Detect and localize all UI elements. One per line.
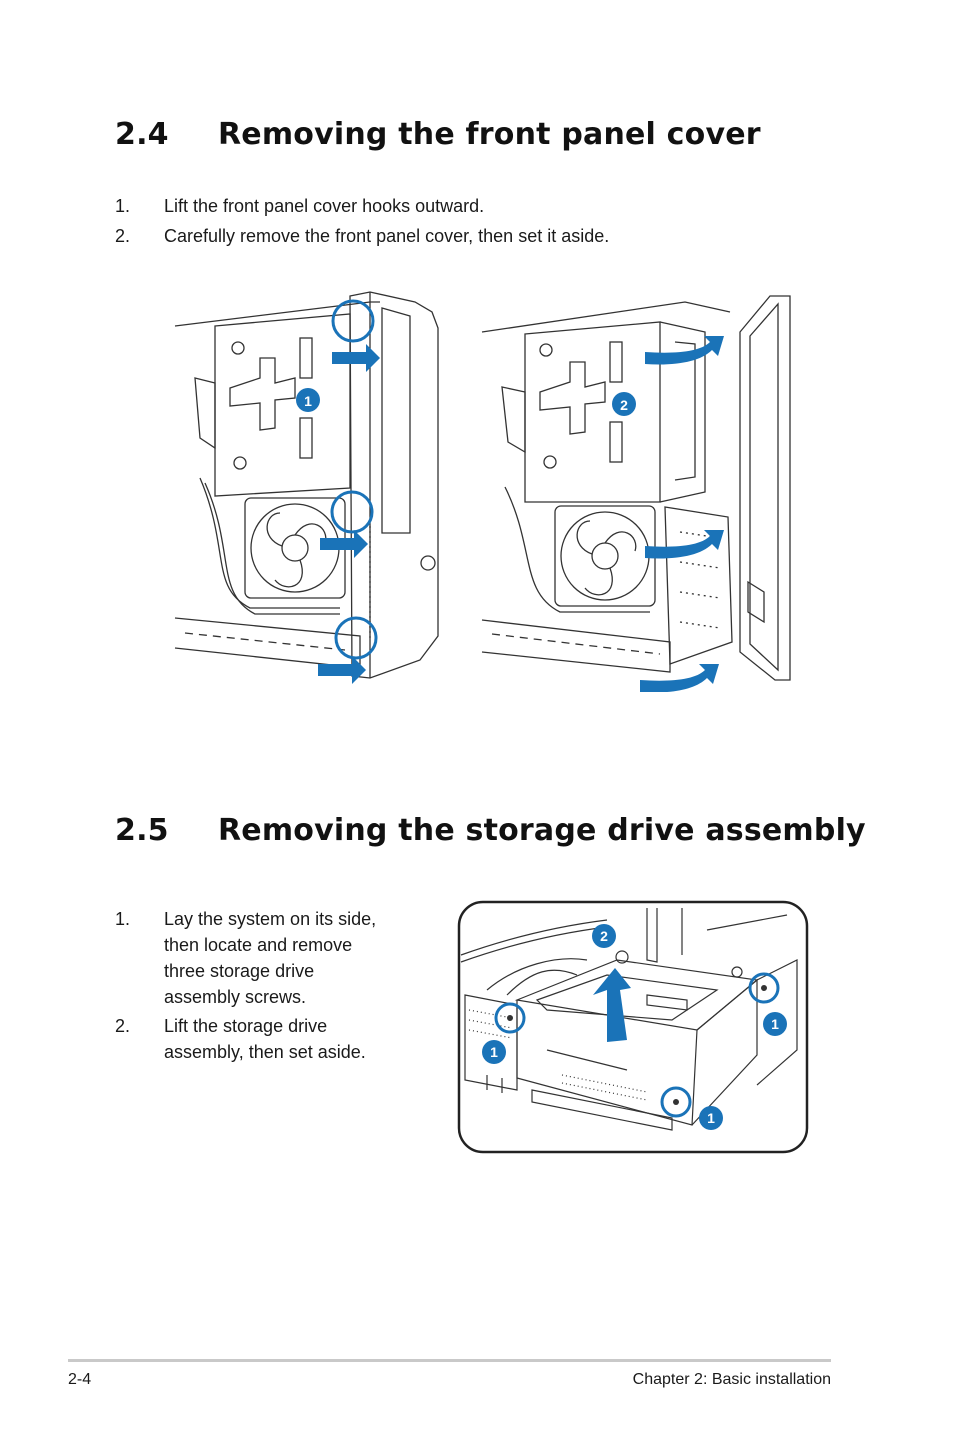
storage-drive-assembly-illustration: [457, 900, 809, 1156]
page-number: 2-4: [68, 1371, 92, 1388]
step-text: Lift the front panel cover hooks outward.: [164, 196, 485, 216]
step-number: 1.: [115, 909, 131, 929]
callout-1: 1: [707, 1110, 715, 1126]
callout-1: 1: [771, 1016, 779, 1032]
step-item: [115, 1013, 415, 1073]
step-text: Carefully remove the front panel cover, then set it aside.: [164, 226, 610, 246]
section-title: Removing the front panel cover: [218, 117, 761, 152]
callout-1: 1: [304, 393, 312, 409]
step-item: [115, 906, 415, 1016]
callout-2: 2: [620, 397, 628, 413]
step-number: 2.: [115, 1016, 131, 1036]
step-number: 1.: [115, 196, 131, 216]
section-title: Removing the storage drive assembly: [218, 813, 866, 848]
section-number: 2.5: [115, 813, 169, 848]
section-number: 2.4: [115, 117, 169, 152]
callout-2: 2: [600, 928, 608, 944]
section-2-4-heading: [115, 117, 815, 157]
callout-1: 1: [490, 1044, 498, 1060]
step-number: 2.: [115, 226, 131, 246]
front-panel-removal-illustration: [480, 292, 792, 692]
footer-divider: [68, 1359, 831, 1362]
section-2-5-heading: [115, 813, 875, 853]
step-text: Lift the storage drive assembly, then set aside.: [164, 1016, 366, 1062]
front-panel-hooks-illustration: [170, 288, 450, 688]
chapter-title: Chapter 2: Basic installation: [632, 1371, 831, 1388]
step-text: Lay the system on its side, then locate and remove three storage drive assembly screws.: [164, 909, 377, 1007]
